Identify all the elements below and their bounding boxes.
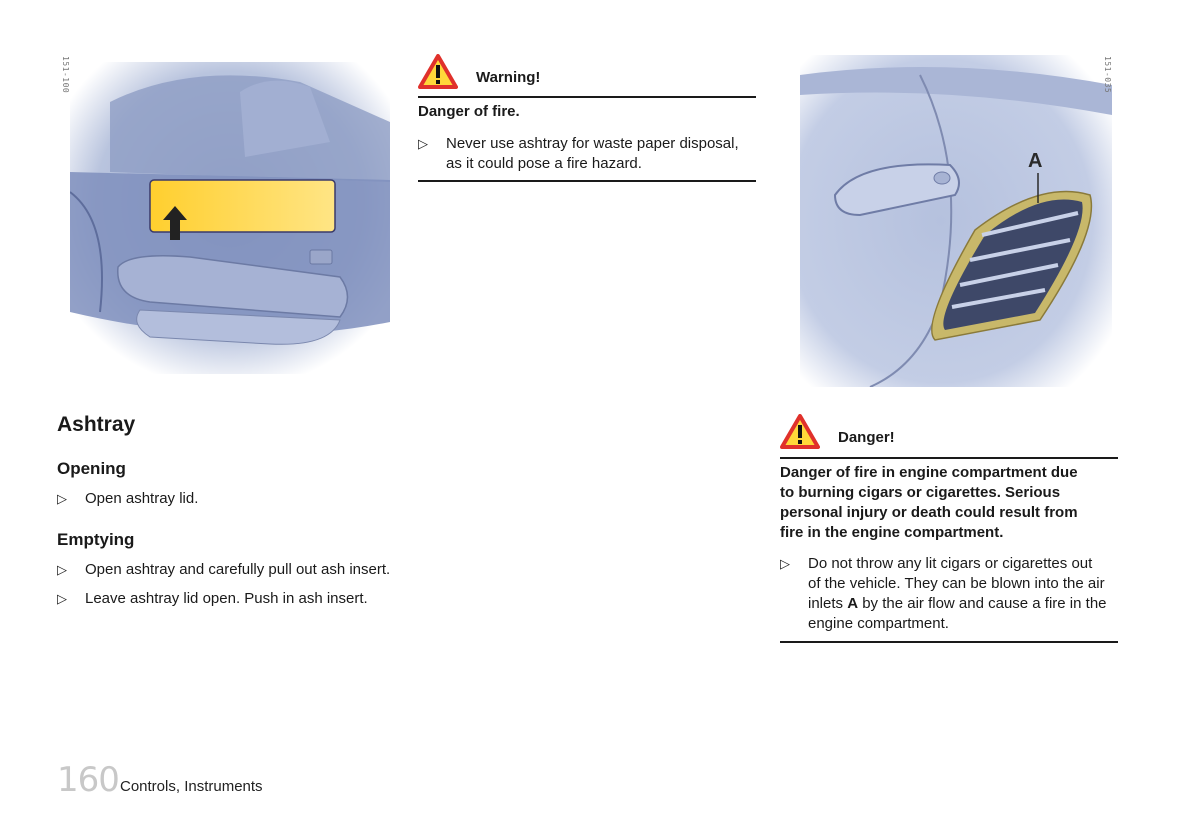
warning-header [418, 54, 540, 90]
danger-bullet-line-1: Do not throw any lit cigars or cigarettes out [808, 555, 1093, 572]
danger-lead-line-2: to burning cigars or cigarettes. Serious [780, 484, 1061, 501]
footer-section: Controls, Instruments [120, 778, 263, 795]
danger-bottom-rule [780, 641, 1118, 643]
emptying-step-2 [57, 589, 425, 609]
ashtray-illustration [70, 62, 390, 374]
danger-bullet-airflow: by the air flow and cause a fire in the [858, 595, 1107, 612]
danger-bullet-line-2: of the vehicle. They can be blown into the air [808, 575, 1105, 592]
triangle-right-icon: ▷ [418, 136, 428, 151]
triangle-right-icon: ▷ [57, 591, 67, 606]
triangle-right-icon: ▷ [57, 491, 67, 506]
warning-label: Warning! [476, 69, 541, 86]
illustration-code: 151-100 [61, 56, 70, 94]
triangle-right-icon: ▷ [57, 562, 67, 577]
emptying-step-1-text: Open ashtray and carefully pull out ash insert. [85, 561, 391, 578]
warning-triangle-icon [780, 414, 820, 450]
warning-top-rule [418, 96, 756, 98]
danger-lead [780, 463, 1118, 543]
callout-a-ref: A [847, 595, 859, 612]
danger-header [780, 414, 895, 450]
danger-bullet-line-4: engine compartment. [808, 615, 949, 632]
danger-lead-line-3: personal injury or death could result from [780, 504, 1078, 521]
warning-lead: Danger of fire. [418, 103, 520, 120]
warning-bullet [418, 134, 776, 174]
danger-bullet-inlets: inlets [808, 595, 848, 612]
danger-lead-line-4: fire in the engine compartment. [780, 524, 1004, 541]
section-title: Ashtray [57, 413, 136, 436]
danger-bullet [780, 554, 1138, 634]
danger-label: Danger! [838, 429, 895, 446]
page-number: 160 [57, 760, 119, 800]
opening-step [57, 489, 425, 509]
warning-bottom-rule [418, 180, 756, 182]
air-inlet-illustration [800, 55, 1112, 387]
danger-bullet-line-3 [808, 594, 1138, 614]
opening-step-text: Open ashtray lid. [85, 490, 199, 507]
warning-bullet-line-2: as it could pose a fire hazard. [446, 155, 642, 172]
warning-triangle-icon [418, 54, 458, 90]
illustration-code-right: 151-035 [1103, 56, 1112, 94]
emptying-heading: Emptying [57, 530, 135, 549]
opening-heading: Opening [57, 459, 126, 478]
warning-bullet-line-1: Never use ashtray for waste paper disposal, [446, 135, 739, 152]
triangle-right-icon: ▷ [780, 556, 790, 571]
danger-lead-line-1: Danger of fire in engine compartment due [780, 464, 1078, 481]
emptying-step-2-text: Leave ashtray lid open. Push in ash insert. [85, 590, 368, 607]
emptying-step-1 [57, 560, 425, 580]
callout-a-label: A [1028, 150, 1043, 172]
danger-top-rule [780, 457, 1118, 459]
